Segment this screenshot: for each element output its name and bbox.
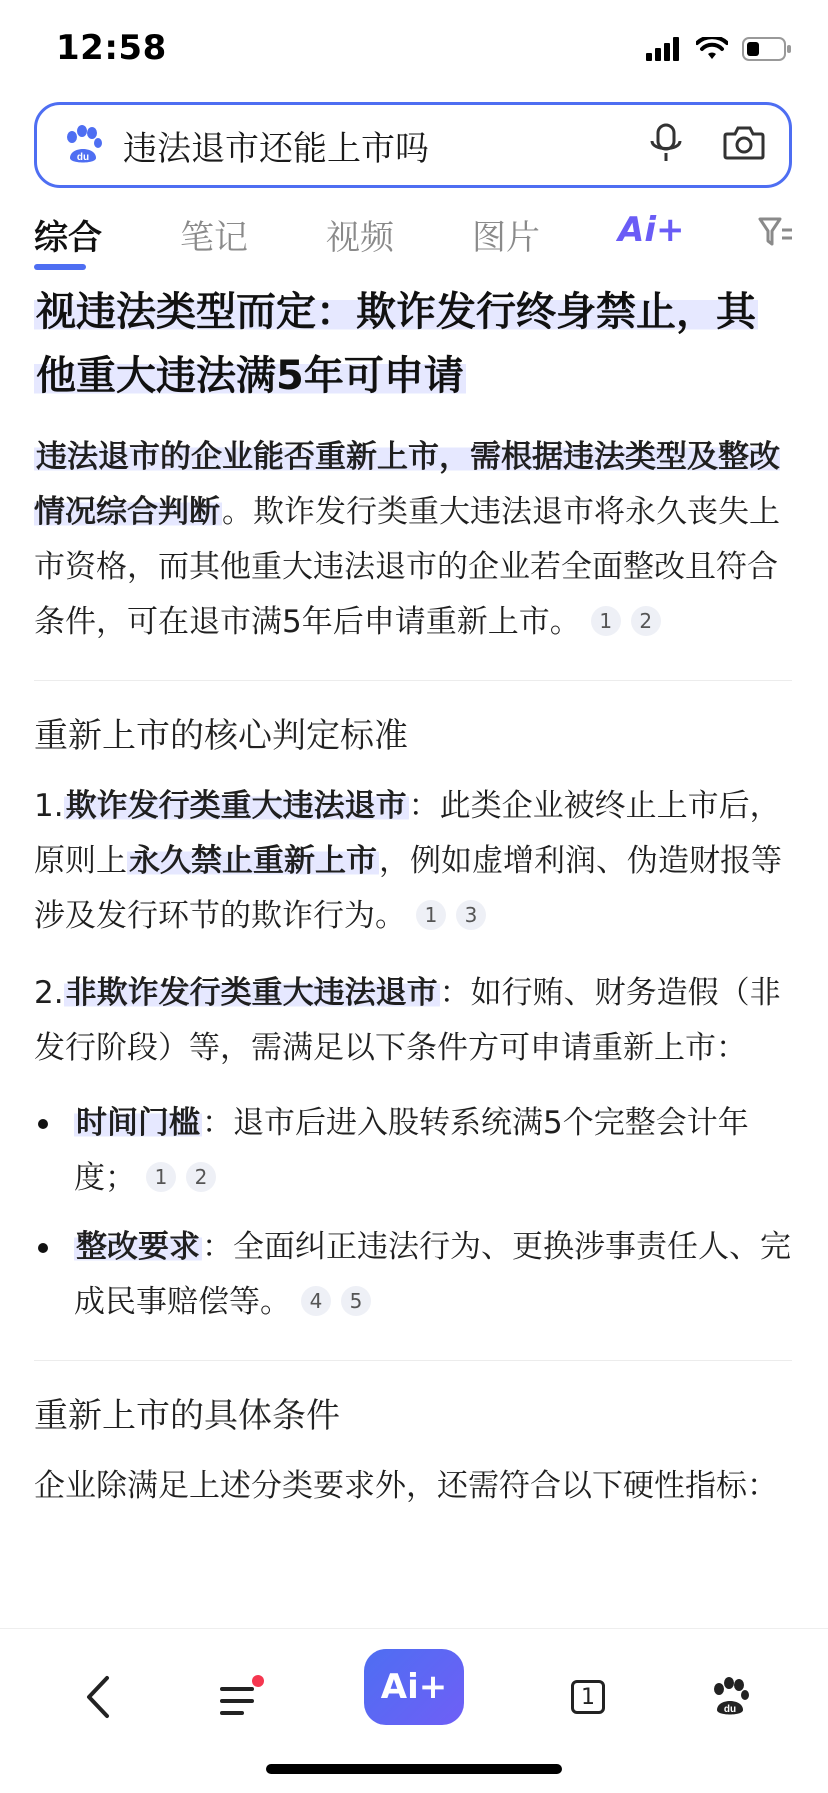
result-tabs: [0, 210, 828, 270]
list-item: [34, 966, 792, 1076]
section-paragraph: 企业除满足上述分类要求外，还需符合以下硬性指标：: [34, 1468, 778, 1504]
tabs-count-button[interactable]: [558, 1667, 618, 1727]
list-item: [34, 779, 792, 944]
bullet-bold: 整改要求: [76, 1229, 200, 1265]
citation-badge[interactable]: 1: [591, 606, 621, 636]
list-number: 1.: [34, 788, 64, 824]
section-title: 重新上市的核心判定标准: [34, 716, 408, 756]
cellular-signal-icon: [646, 37, 682, 65]
status-time: 12:58: [56, 28, 167, 68]
baidu-paw-icon[interactable]: [700, 1667, 760, 1727]
wifi-icon: [696, 37, 728, 65]
citation-badge[interactable]: 2: [631, 606, 661, 636]
tab-count: 1: [571, 1680, 605, 1714]
home-indicator[interactable]: [266, 1764, 562, 1774]
citation-badge[interactable]: 3: [456, 900, 486, 930]
headline-line-1: 视违法类型而定：欺诈发行终身禁止，其: [36, 289, 756, 335]
tab-videos[interactable]: 视频: [326, 218, 394, 258]
item-text: ：此类企业被终止上市后，原则上: [34, 788, 781, 879]
list-number: 2.: [34, 975, 64, 1011]
item-text: ：如行贿、财务造假（非发行阶段）等，需满足以下条件方可申请重新上市：: [34, 975, 781, 1066]
svg-text:du: du: [723, 1704, 737, 1715]
divider: [34, 1360, 792, 1361]
filter-icon[interactable]: [758, 216, 794, 257]
intro-bold: 违法退市的企业能否重新上市，需根据违法类型及整改情况综合判断: [34, 439, 780, 530]
tab-comprehensive[interactable]: 综合: [34, 218, 102, 258]
item-bold: 非欺诈发行类重大违法退市: [65, 975, 438, 1011]
intro-paragraph: [34, 430, 792, 650]
status-icons: [646, 36, 792, 66]
tab-notes[interactable]: 笔记: [180, 218, 248, 258]
active-tab-indicator: [34, 264, 86, 270]
status-bar: [0, 0, 828, 100]
item-text: ，例如虚增利润、伪造财报等涉及发行环节的欺诈行为。: [34, 843, 782, 934]
citation-badge[interactable]: 2: [186, 1162, 216, 1192]
tab-ai[interactable]: Ai+: [618, 210, 685, 250]
citation-badge[interactable]: 1: [146, 1162, 176, 1192]
answer-headline: [34, 280, 792, 408]
intro-rest: 。欺诈发行类重大违法退市将永久丧失上市资格，而其他重大违法退市的企业若全面整改且符合条件，可在退市满5年后申请重新上市。: [34, 494, 780, 640]
camera-icon[interactable]: [723, 124, 765, 166]
headline-line-2: 他重大违法满5年可申请: [36, 353, 464, 399]
bullet-bold: 时间门槛: [76, 1105, 200, 1141]
microphone-icon[interactable]: [649, 123, 683, 167]
bullet-list: [34, 1096, 792, 1330]
bullet-item: [74, 1096, 792, 1206]
baidu-paw-icon: [61, 123, 105, 167]
bullet-text: ：全面纠正违法行为、更换涉事责任人、完成民事赔偿等。: [74, 1229, 791, 1320]
menu-icon[interactable]: [212, 1667, 272, 1727]
divider: [34, 680, 792, 681]
tab-images[interactable]: 图片: [472, 218, 540, 258]
battery-icon: [742, 36, 792, 66]
answer-content: [34, 280, 792, 1514]
bullet-item: [74, 1220, 792, 1330]
item-bold: 永久禁止重新上市: [129, 843, 377, 879]
ai-assistant-button[interactable]: Ai+: [364, 1649, 464, 1725]
citation-badge[interactable]: 1: [416, 900, 446, 930]
back-icon[interactable]: [68, 1667, 128, 1727]
section-title: 重新上市的具体条件: [34, 1396, 340, 1436]
search-bar[interactable]: [34, 102, 792, 188]
bullet-text: ：退市后进入股转系统满5个完整会计年度；: [74, 1105, 749, 1196]
search-input[interactable]: 违法退市还能上市吗: [123, 128, 429, 169]
citation-badge[interactable]: 4: [301, 1286, 331, 1316]
citation-badge[interactable]: 5: [341, 1286, 371, 1316]
svg-text:du: du: [76, 152, 90, 163]
item-bold: 欺诈发行类重大违法退市: [65, 788, 407, 824]
notification-dot: [252, 1675, 264, 1687]
